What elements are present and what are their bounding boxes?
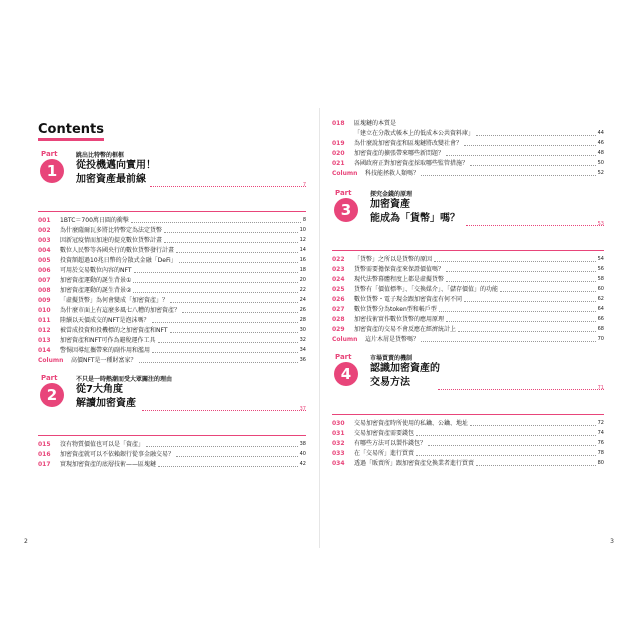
part-number-badge: 1 (40, 159, 64, 183)
entry-number: 008 (38, 287, 51, 294)
entry-title: 這片木屑是貨幣嗎？ (365, 336, 420, 343)
leader-dots (170, 332, 298, 333)
entry-number: 002 (38, 227, 51, 234)
leader-dots (476, 135, 596, 136)
entry-number: Column (332, 170, 358, 177)
part-3-header (332, 188, 604, 244)
toc-entry[interactable] (38, 285, 306, 295)
page-number: 3 (610, 538, 614, 545)
entry-title: 在「交易所」進行買賣 (354, 450, 415, 457)
entry-number: 022 (332, 256, 345, 263)
entry-page: 34 (299, 347, 306, 353)
entry-title: 加密技術實作數位貨幣的應用原理 (354, 316, 445, 323)
leader-dots (176, 456, 298, 457)
leader-dots (134, 272, 298, 273)
entry-page: 64 (597, 306, 604, 312)
entry-title: 各國政府正對加密資產採取哪些監管措施？ (354, 160, 469, 167)
entry-page: 48 (597, 150, 604, 156)
entry-title: 有哪些方法可以製作錢包？ (354, 440, 427, 447)
entry-page: 70 (597, 336, 604, 342)
toc-entry[interactable] (332, 284, 604, 294)
entry-page: 62 (597, 296, 604, 302)
entry-title: 加密資產的擴張帶來哪些新問題？ (354, 150, 445, 157)
leader-line (466, 225, 604, 226)
leader-line (142, 410, 306, 411)
entry-number: 011 (38, 317, 51, 324)
entry-page: 74 (597, 430, 604, 436)
entry-page: 44 (597, 130, 604, 136)
entry-title: 加密資產運動的誕生背景② (60, 287, 132, 294)
page-number: 2 (24, 538, 28, 545)
entry-title: 投資額超過10兆日幣的分散式金融「DeFi」 (60, 257, 177, 264)
leader-dots (152, 322, 298, 323)
leader-dots (131, 222, 301, 223)
part-heading-line: 交易方法 (370, 377, 410, 388)
entry-title: 「建立在分散式帳本上的低成本公共資料庫」 (354, 130, 475, 137)
entry-page: 22 (299, 287, 306, 293)
toc-entry[interactable] (332, 294, 604, 304)
part-number-badge: 3 (334, 198, 358, 222)
entry-number: 020 (332, 150, 345, 157)
leader-dots (139, 362, 298, 363)
toc-entry[interactable] (332, 118, 604, 128)
entry-page: 56 (597, 266, 604, 272)
entry-title: 加密資產和NFT可作為避稅運作工具 (60, 337, 156, 344)
toc-entry[interactable] (332, 418, 604, 428)
entry-page: 68 (597, 326, 604, 332)
entry-number: 010 (38, 307, 51, 314)
entry-page: 36 (299, 357, 306, 363)
part-heading-line: 從7大角度 (76, 384, 123, 395)
toc-entry[interactable] (332, 274, 604, 284)
part-page: 7 (302, 182, 306, 188)
toc-entry[interactable] (38, 335, 306, 345)
part-4-header (332, 352, 604, 408)
leader-dots (421, 341, 596, 342)
entry-page: 60 (597, 286, 604, 292)
entry-number: 031 (332, 430, 345, 437)
leader-dots (464, 145, 596, 146)
part-2-header (38, 373, 306, 429)
toc-entry[interactable] (38, 355, 306, 365)
entry-number: 027 (332, 306, 345, 313)
entry-number: 014 (38, 347, 51, 354)
entry-number: 025 (332, 286, 345, 293)
entry-page: 72 (597, 420, 604, 426)
entry-page: 30 (299, 327, 306, 333)
entries-part-3 (332, 250, 604, 344)
entry-number: 023 (332, 266, 345, 273)
entry-page: 24 (299, 297, 306, 303)
entry-number: 028 (332, 316, 345, 323)
entry-title: 透過「販賣所」跟加密資產兌換業者進行買賣 (354, 460, 475, 467)
entry-number: 001 (38, 217, 51, 224)
leader-dots (470, 165, 596, 166)
part-heading (370, 198, 460, 226)
leader-dots (421, 175, 596, 176)
toc-entry[interactable] (332, 168, 604, 178)
right-page (320, 108, 618, 548)
part-label: Part (335, 353, 352, 361)
part-page: 53 (597, 221, 604, 227)
toc-entry[interactable] (332, 324, 604, 334)
toc-entry[interactable] (332, 428, 604, 438)
entry-number: 029 (332, 326, 345, 333)
leader-dots (158, 342, 298, 343)
toc-entry[interactable] (38, 449, 306, 459)
toc-entry[interactable] (38, 459, 306, 469)
toc-entry[interactable] (332, 138, 604, 148)
toc-entry[interactable] (38, 245, 306, 255)
part-heading (370, 362, 440, 390)
toc-entry[interactable] (332, 158, 604, 168)
toc-entry[interactable] (38, 215, 306, 225)
part-subtitle: 跳出比特幣的框框 (76, 152, 125, 159)
entries-part-2 (38, 435, 306, 469)
book-spread (22, 108, 618, 548)
toc-entry[interactable] (332, 458, 604, 468)
entry-title: 「虛擬貨幣」為何會變成「加密資產」？ (60, 297, 169, 304)
entry-title: 科技能拯救人類嗎？ (365, 170, 420, 177)
entry-number: 006 (38, 267, 51, 274)
leader-line (438, 389, 604, 390)
entry-number: 018 (332, 120, 345, 127)
entry-title: 陸續以天價成交的NFT是泡沫嗎？ (60, 317, 150, 324)
part-heading (76, 383, 136, 411)
entry-title: 數位人民幣等各國央行的數位貨幣發行計畫 (60, 247, 175, 254)
part-heading-line: 加密資產最前線 (76, 174, 146, 185)
entry-title: 交易加密資產需要錢包 (354, 430, 415, 437)
entries-part-2-cont (332, 118, 604, 178)
leader-line (150, 186, 306, 187)
entry-title: 因新冠疫情而加速的提克數位貨幣計畫 (60, 237, 163, 244)
entry-number: Column (38, 357, 64, 364)
toc-entry[interactable] (38, 265, 306, 275)
left-page (22, 108, 320, 548)
toc-entry[interactable] (332, 314, 604, 324)
entry-page: 14 (299, 247, 306, 253)
entry-title: 加密資產的交易不會反應在經濟統計上 (354, 326, 457, 333)
toc-entry[interactable] (38, 325, 306, 335)
entry-number: 034 (332, 460, 345, 467)
part-label: Part (335, 189, 352, 197)
entry-number: 015 (38, 441, 51, 448)
entry-title: 加密資產運動的誕生背景① (60, 277, 132, 284)
entry-number: Column (332, 336, 358, 343)
entry-title: 高價NFT是一種財富家？ (71, 357, 137, 364)
toc-entry[interactable] (332, 448, 604, 458)
part-subtitle: 探究金錢的原理 (370, 191, 413, 198)
part-number-badge: 4 (334, 362, 358, 386)
leader-dots (416, 455, 596, 456)
part-number-badge: 2 (40, 383, 64, 407)
entry-page: 58 (597, 276, 604, 282)
leader-dots (164, 232, 298, 233)
leader-dots (146, 446, 298, 447)
entry-title: 交易加密資產時所使用的私鑰、公鑰、地址 (354, 420, 469, 427)
toc-entry[interactable] (38, 439, 306, 449)
leader-dots (133, 292, 297, 293)
entry-page: 78 (597, 450, 604, 456)
leader-dots (158, 466, 298, 467)
toc-entry[interactable] (332, 148, 604, 158)
part-1-header (38, 149, 306, 205)
leader-dots (458, 331, 596, 332)
entry-page: 20 (299, 277, 306, 283)
entry-page: 50 (597, 160, 604, 166)
entry-number: 032 (332, 440, 345, 447)
leader-dots (476, 465, 596, 466)
entry-number: 024 (332, 276, 345, 283)
toc-entry[interactable] (38, 295, 306, 305)
entries-part-1 (38, 211, 306, 365)
part-subtitle: 市場買賣的機制 (370, 355, 413, 362)
toc-entry[interactable] (38, 345, 306, 355)
entry-page: 52 (597, 170, 604, 176)
entry-title: 1BTC＝700萬日圓的衝擊 (60, 217, 129, 224)
part-label: Part (41, 150, 58, 158)
entry-number: 004 (38, 247, 51, 254)
entry-title: 實現加密資產的底層技術——區塊鏈 (60, 461, 157, 468)
leader-dots (446, 281, 596, 282)
entry-title: 被當成投資和投機標的之加密資產和NFT (60, 327, 168, 334)
entry-title: 為什麼說加密資產和區塊鏈將改變社會？ (354, 140, 463, 147)
leader-dots (446, 271, 596, 272)
entry-number: 017 (38, 461, 51, 468)
part-heading-line: 認識加密資產的 (370, 363, 440, 374)
entry-number: 005 (38, 257, 51, 264)
entry-title: 可用於交易數位內容的NFT (60, 267, 132, 274)
part-subtitle: 不只是一時熱潮而受大眾關注的理由 (76, 376, 173, 383)
toc-entry[interactable] (38, 255, 306, 265)
entry-page: 32 (299, 337, 306, 343)
toc-entry[interactable] (38, 235, 306, 245)
entry-page: 10 (299, 227, 306, 233)
entry-page: 16 (299, 257, 306, 263)
leader-dots (470, 425, 596, 426)
part-heading (76, 159, 156, 187)
leader-dots (439, 311, 596, 312)
entry-number: 016 (38, 451, 51, 458)
entry-number: 012 (38, 327, 51, 334)
entry-title: 貨幣需要擔保資產來保證價值嗎？ (354, 266, 445, 273)
entry-number: 030 (332, 420, 345, 427)
entry-title: 區塊鏈的本質是 (354, 120, 397, 127)
contents-title: Contents (38, 122, 104, 141)
toc-entry[interactable] (38, 315, 306, 325)
entry-page: 28 (299, 317, 306, 323)
leader-dots (182, 312, 298, 313)
part-heading-line: 從投機邁向實用！ (76, 160, 156, 171)
leader-dots (179, 262, 298, 263)
toc-entry[interactable] (332, 264, 604, 274)
toc-entry[interactable] (38, 275, 306, 285)
entry-page: 54 (597, 256, 604, 262)
entry-number: 026 (332, 296, 345, 303)
entry-page: 66 (597, 316, 604, 322)
entry-page: 76 (597, 440, 604, 446)
part-heading-line: 解讀加密資產 (76, 398, 136, 409)
toc-entry[interactable] (332, 254, 604, 264)
leader-dots (428, 445, 596, 446)
entry-number: 009 (38, 297, 51, 304)
entry-title: 沒有物質價值也可以是「資產」 (60, 441, 145, 448)
entry-number: 013 (38, 337, 51, 344)
leader-dots (416, 435, 596, 436)
entry-page: 12 (299, 237, 306, 243)
entry-page: 40 (299, 451, 306, 457)
toc-entry[interactable] (332, 304, 604, 314)
entry-page: 42 (299, 461, 306, 467)
entry-page: 8 (302, 217, 306, 223)
leader-dots (164, 242, 298, 243)
leader-dots (446, 321, 596, 322)
part-page: 37 (299, 406, 306, 412)
toc-entry[interactable] (38, 305, 306, 315)
part-page: 71 (597, 385, 604, 391)
entry-number: 021 (332, 160, 345, 167)
entry-title: 為什麼市面上有這麼多風七八糟的加密資產？ (60, 307, 181, 314)
leader-dots (170, 302, 298, 303)
leader-dots (133, 282, 297, 283)
entry-title: 警惕因導紅攜帶來的副作用和濫用 (60, 347, 151, 354)
part-heading-line: 加密資產 (370, 199, 410, 210)
entry-page: 26 (299, 307, 306, 313)
entry-title: 為什麼薩爾瓦多將比特幣定為法定貨幣 (60, 227, 163, 234)
entry-title: 數位貨幣・電子現金跟加密資產有何不同 (354, 296, 463, 303)
entry-page: 46 (597, 140, 604, 146)
entry-number: 003 (38, 237, 51, 244)
part-heading-line: 能成為「貨幣」嗎？ (370, 213, 460, 224)
leader-dots (176, 252, 298, 253)
entry-page: 38 (299, 441, 306, 447)
part-label: Part (41, 374, 58, 382)
toc-entry[interactable] (332, 334, 604, 344)
entry-page: 80 (597, 460, 604, 466)
entry-number: 033 (332, 450, 345, 457)
leader-dots (152, 352, 298, 353)
entry-title: 貨幣有「價值標準」、「交換媒介」、「儲存價值」的功能 (354, 286, 499, 293)
leader-dots (434, 261, 596, 262)
entry-title: 數位貨幣分為token型和帳戶型 (354, 306, 437, 313)
entries-part-4 (332, 414, 604, 468)
toc-entry[interactable] (332, 438, 604, 448)
leader-dots (500, 291, 596, 292)
leader-dots (464, 301, 596, 302)
entry-number: 007 (38, 277, 51, 284)
entry-title: 「貨幣」之所以是貨幣的原因 (354, 256, 433, 263)
entry-title: 加密資產就可以不依賴銀行從事金融交易？ (60, 451, 175, 458)
toc-entry[interactable] (332, 128, 604, 138)
entry-title: 現代法幣幕體程度上都是虛擬貨幣 (354, 276, 445, 283)
toc-entry[interactable] (38, 225, 306, 235)
entry-number: 019 (332, 140, 345, 147)
leader-dots (446, 155, 596, 156)
entry-page: 18 (299, 267, 306, 273)
